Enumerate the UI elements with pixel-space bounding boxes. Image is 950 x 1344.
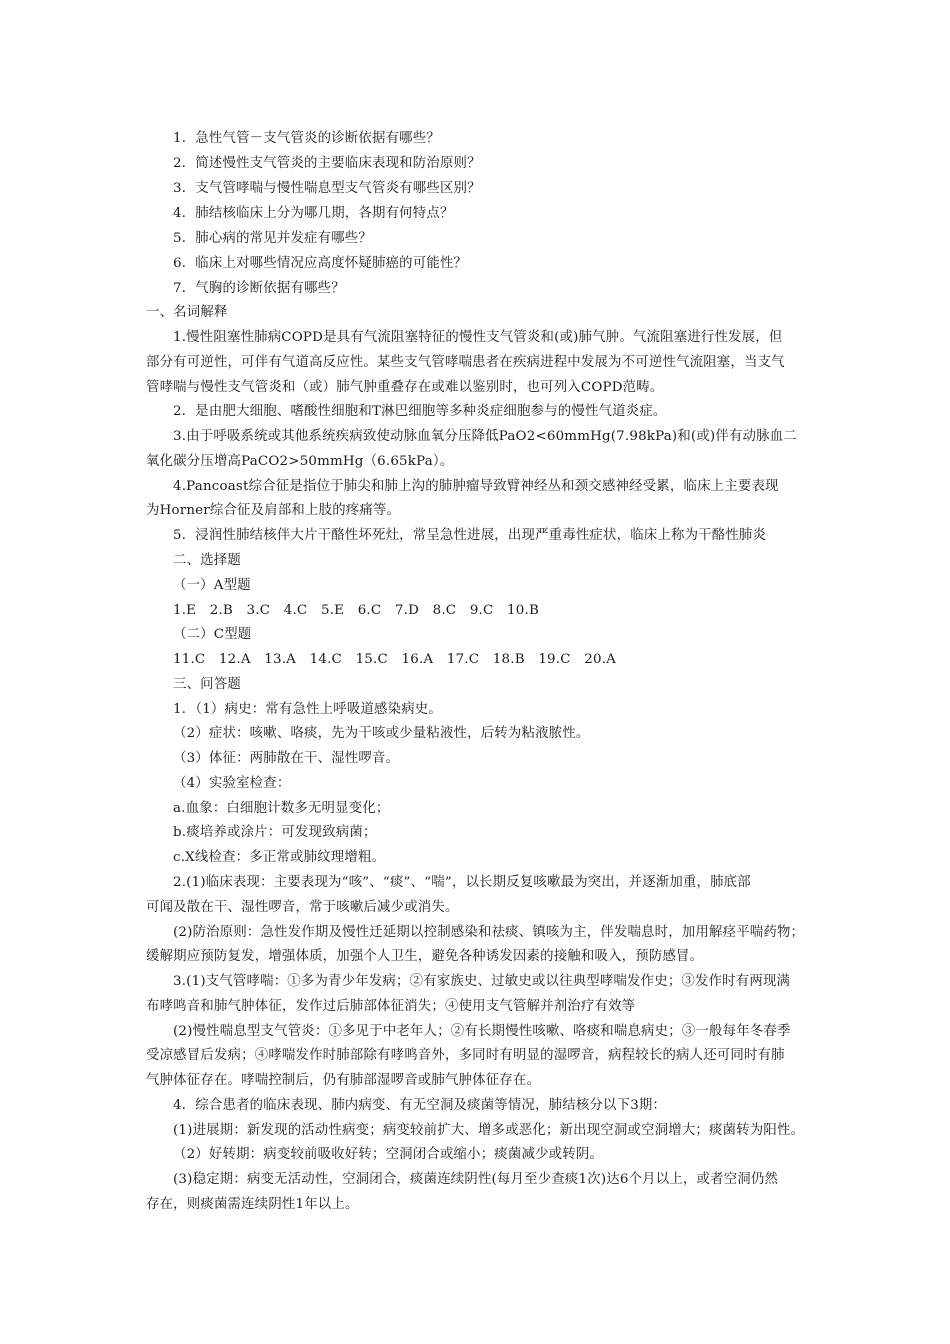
question-4: 4．肺结核临床上分为哪几期，各期有何特点？ [173,206,454,221]
term-3-line-1: 3.由于呼吸系统或其他系统疾病致使动脉血氧分压降低PaO2<60mmHg(7.98kPa)和(或)伴有动脉血二 [173,429,797,444]
term-2: 2．是由肥大细胞、嗜酸性细胞和T淋巴细胞等多种炎症细胞参与的慢性气道炎症。 [173,404,667,419]
question-6: 6．临床上对哪些情况应高度怀疑肺癌的可能性？ [173,256,468,271]
question-3: 3．支气管哮喘与慢性喘息型支气管炎有哪些区别？ [173,181,481,196]
subheading-type-a: （一）A型题 [173,578,251,593]
answer-1-history: 1．（1）病史：常有急性上呼吸道感染病史。 [173,702,442,717]
answer-4-improving: （2）好转期：病变较前吸收好转；空洞闭合或缩小；痰菌减少或转阴。 [173,1147,604,1162]
answer-3-line-1: 3.(1)支气管哮喘：①多为青少年发病；②有家族史、过敏史或以往典型哮喘发作史；③发作时有两现满 [173,974,791,989]
answer-3-line-5: 气肿体征存在。哮喘控制后，仍有肺部湿啰音或肺气肿体征存在。 [146,1073,541,1088]
answer-2-line-2: 可闻及散在干、湿性啰音，常于咳嗽后减少或消失。 [146,900,459,915]
section-heading-qa: 三、问答题 [173,677,241,692]
term-1-line-3: 管哮喘与慢性支气管炎和（或）肺气肿重叠存在或难以鉴别时，也可列入COPD范畴。 [146,380,664,395]
answer-3-line-3: (2)慢性喘息型支气管炎：①多见于中老年人；②有长期慢性咳嗽、咯痰和喘息病史；③一般每年冬春季 [173,1024,791,1039]
answer-4-stable-line-2: 存在，则痰菌需连续阴性1年以上。 [146,1197,359,1212]
subheading-type-c: （二）C型题 [173,627,252,642]
question-1: 1．急性气管－支气管炎的诊断依据有哪些？ [173,131,440,146]
answer-3-line-4: 受凉感冒后发病；④哮喘发作时肺部除有哮鸣音外，多同时有明显的湿啰音，病程较长的病人还可同时有肺 [146,1048,785,1063]
question-7: 7．气胸的诊断依据有哪些？ [173,281,345,296]
term-3-line-2: 氧化碳分压增高PaCO2>50mmHg（6.65kPa）。 [146,454,454,469]
term-1-line-2: 部分有可逆性，可伴有气道高反应性。某些支气管哮喘患者在疾病进程中发展为不可逆性气流阻塞，当支气 [146,355,785,370]
term-1-line-1: 1.慢性阻塞性肺病COPD是具有气流阻塞特征的慢性支气管炎和(或)肺气肿。气流阻塞进行性发展，但 [173,330,783,345]
answer-1-lab-b: b.痰培养或涂片：可发现致病菌； [173,825,377,840]
term-4-line-1: 4.Pancoast综合征是指位于肺尖和肺上沟的肺肿瘤导致臂神经丛和颈交感神经受累，临床上主要表现 [173,479,779,494]
answer-2-line-3: (2)防治原则：急性发作期及慢性迁延期以控制感染和祛痰、镇咳为主，伴发喘息时，加用解痉平喘药物； [173,925,805,940]
answer-4-progress: (1)进展期：新发现的活动性病变；病变较前扩大、增多或恶化；新出现空洞或空洞增大；痰菌转为阳性。 [173,1123,805,1138]
answer-1-lab: （4）实验室检查： [173,776,291,791]
answers-type-a: 1.E 2.B 3.C 4.C 5.E 6.C 7.D 8.C 9.C 10.B [173,603,539,618]
section-heading-terms: 一、名词解释 [146,305,228,320]
answers-type-c: 11.C 12.A 13.A 14.C 15.C 16.A 17.C 18.B 19.C 20.A [173,652,617,667]
answer-4-line-1: 4．综合患者的临床表现、肺内病变、有无空洞及痰菌等情况，肺结核分以下3期： [173,1098,667,1113]
question-2: 2．简述慢性支气管炎的主要临床表现和防治原则？ [173,156,481,171]
answer-2-line-1: 2.(1)临床表现：主要表现为“咳”、“痰”、“喘”，以长期反复咳嗽最为突出，并逐渐加重，肺底部 [173,875,751,890]
answer-3-line-2: 布哮鸣音和肺气肿体征，发作过后肺部体征消失；④使用支气管解并剂治疗有效等 [146,999,636,1014]
answer-1-signs: （3）体征：两肺散在干、湿性啰音。 [173,751,400,766]
term-5: 5．浸润性肺结核伴大片干酪性坏死灶，常呈急性进展，出现严重毒性症状，临床上称为干酪性肺炎 [173,528,767,543]
answer-2-line-4: 缓解期应预防复发，增强体质，加强个人卫生，避免各种诱发因素的接触和吸入，预防感冒。 [146,949,704,964]
section-heading-choice: 二、选择题 [173,553,241,568]
answer-1-lab-a: a.血象：白细胞计数多无明显变化； [173,801,390,816]
answer-4-stable-line-1: (3)稳定期：病变无活动性，空洞闭合，痰菌连续阴性(每月至少查痰1次)达6个月以上，或者空洞仍然 [173,1172,779,1187]
term-4-line-2: 为Horner综合征及肩部和上肢的疼痛等。 [146,503,401,518]
answer-1-lab-c: c.X线检查：多正常或肺纹理增粗。 [173,850,386,865]
answer-1-symptoms: （2）症状：咳嗽、咯痰，先为干咳或少量粘液性，后转为粘液脓性。 [173,726,590,741]
question-5: 5．肺心病的常见并发症有哪些？ [173,231,372,246]
